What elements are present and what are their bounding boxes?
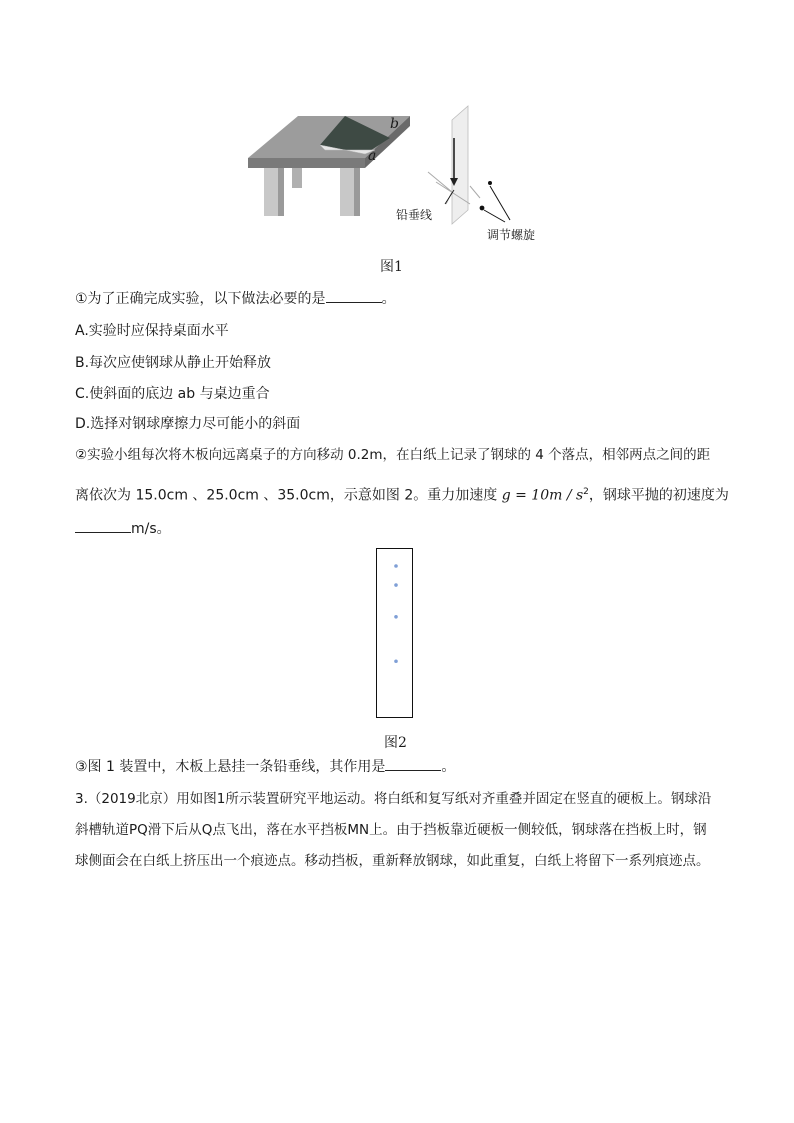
answer-blank-1 <box>326 288 382 303</box>
question-3-end: 。 <box>441 759 456 775</box>
table-leg <box>264 168 278 216</box>
question-2-line-2 <box>75 482 729 506</box>
option-a: A.实验时应保持桌面水平 <box>75 323 229 339</box>
problem-3-line-3: 球侧面会在白纸上挤压出一个痕迹点。移动挡板，重新释放钢球，如此重复，白纸上将留下一系列痕迹点。 <box>75 853 710 869</box>
table-front-edge <box>248 158 365 168</box>
gravity-formula-exponent: 2 <box>583 487 589 497</box>
question-2-text-b: ，钢球平抛的初速度为 <box>588 487 729 504</box>
landing-point-2 <box>394 583 398 587</box>
question-2-line-1: ②实验小组每次将木板向远离桌子的方向移动 0.2m，在白纸上记录了钢球的 4 个落点，相邻两点之间的距 <box>75 447 711 463</box>
landing-point-3 <box>394 615 398 619</box>
option-c: C.使斜面的底边 ab 与桌边重合 <box>75 386 270 402</box>
question-1-prompt: ①为了正确完成实验，以下做法必要的是 <box>75 291 326 307</box>
answer-blank-2 <box>75 518 131 533</box>
answer-blank-3 <box>385 756 441 771</box>
landing-point-4 <box>394 659 398 663</box>
gravity-formula: g = 10m / s <box>501 487 584 504</box>
question-2-unit: m/s。 <box>131 521 171 537</box>
figure-1-caption: 图1 <box>380 259 403 275</box>
problem-3-line-2: 斜槽轨道PQ滑下后从Q点飞出，落在水平挡板MN上。由于挡板靠近硬板一侧较低，钢球落在挡板上时，钢 <box>75 822 707 838</box>
question-3-prompt: ③图 1 装置中，木板上悬挂一条铅垂线，其作用是 <box>75 759 386 775</box>
figure-2-paper <box>376 548 413 718</box>
question-2-line-3 <box>75 518 171 539</box>
adjust-screw <box>480 206 485 211</box>
pointer-line <box>484 210 505 222</box>
incline-label-b: b <box>390 116 399 132</box>
problem-3-line-1: 3.（2019北京）用如图1所示装置研究平地运动。将白纸和复写纸对齐重叠并固定在竖直的硬板上。钢球沿 <box>75 791 712 807</box>
incline-label-a: a <box>368 148 377 164</box>
landing-point-1 <box>394 564 398 568</box>
table-leg <box>340 168 354 216</box>
plumb-line-label: 铅垂线 <box>396 208 433 222</box>
option-b: B.每次应使钢球从静止开始释放 <box>75 355 272 371</box>
table-leg <box>354 168 360 216</box>
question-2-text-a: 离依次为 15.0cm 、25.0cm 、35.0cm，示意如图 2。重力加速度 <box>75 487 502 504</box>
question-1-end: 。 <box>381 291 396 307</box>
figure-2-drawing <box>377 549 412 717</box>
question-3 <box>75 756 455 777</box>
figure-1 <box>240 100 560 250</box>
figure-2-caption: 图2 <box>384 735 407 751</box>
table-leg <box>278 168 284 216</box>
adjust-screw <box>488 181 492 185</box>
option-d: D.选择对钢球摩擦力尽可能小的斜面 <box>75 416 301 432</box>
question-1 <box>75 288 396 309</box>
table-leg <box>292 168 302 188</box>
adjust-screw-label: 调节螺旋 <box>487 228 536 242</box>
